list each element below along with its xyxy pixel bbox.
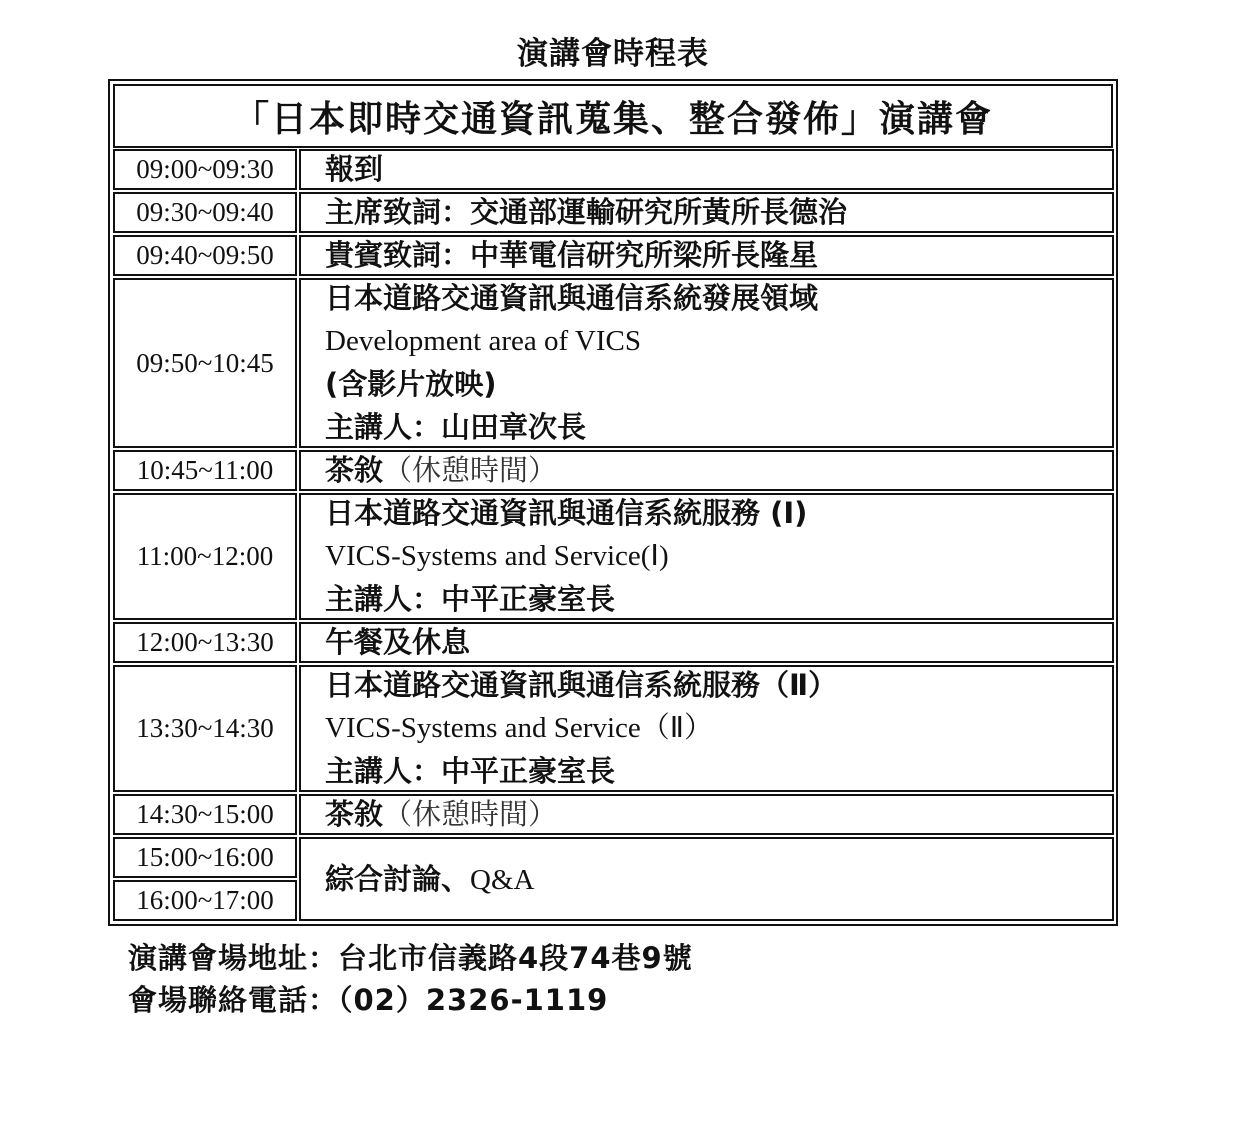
session-title: 茶敘 (325, 453, 384, 487)
session-cell (299, 665, 1114, 792)
time-cell: 12:00~13:30 (113, 622, 297, 663)
session-speaker: 主講人：中平正豪室長 (325, 582, 616, 616)
time-cell: 13:30~14:30 (113, 665, 297, 792)
session-title: 報到 (325, 152, 384, 186)
session-title: 貴賓致詞：中華電信研究所梁所長隆星 (325, 238, 819, 272)
time-cell: 09:00~09:30 (113, 149, 297, 190)
session-cell (299, 794, 1114, 835)
session-cell (299, 837, 1114, 921)
session-title-line (325, 793, 1112, 836)
session-note: （休憩時間） (383, 797, 558, 831)
session-english-title: VICS-Systems and Service（Ⅱ） (325, 712, 714, 744)
session-title: 午餐及休息 (325, 625, 471, 659)
session-cell (299, 149, 1114, 190)
page-title: 演講會時程表 (517, 36, 709, 72)
session-note: (含影片放映) (325, 367, 497, 401)
session-title: 日本道路交通資訊與通信系統服務（Ⅱ） (325, 668, 838, 702)
time-cell: 16:00~17:00 (113, 880, 297, 921)
session-note: （休憩時間） (383, 453, 558, 487)
session-cell (299, 278, 1114, 448)
time-cell: 09:40~09:50 (113, 235, 297, 276)
session-title: 綜合討論、 (325, 861, 471, 896)
event-title: 「日本即時交通資訊蒐集、整合發佈」演講會 (113, 84, 1113, 148)
session-english-title: VICS-Systems and Service(Ⅰ) (325, 540, 669, 572)
session-cell (299, 493, 1114, 620)
time-cell: 15:00~16:00 (113, 837, 297, 878)
session-cell (299, 622, 1114, 663)
session-speaker: 主講人：中平正豪室長 (325, 754, 616, 788)
venue-phone: 會場聯絡電話：（02）2326-1119 (128, 983, 609, 1017)
session-title: 日本道路交通資訊與通信系統服務 (Ⅰ) (325, 496, 808, 530)
session-cell (299, 192, 1114, 233)
session-cell (299, 450, 1114, 491)
time-cell: 09:50~10:45 (113, 278, 297, 448)
session-title-line (325, 449, 1112, 492)
session-title: 日本道路交通資訊與通信系統發展領域 (325, 281, 819, 315)
session-speaker: 主講人：山田章次長 (325, 410, 587, 444)
venue-address: 演講會場地址：台北市信義路4段74巷9號 (128, 941, 693, 975)
session-title: 主席致詞：交通部運輸研究所黃所長德治 (325, 195, 848, 229)
time-cell: 10:45~11:00 (113, 450, 297, 491)
session-cell (299, 235, 1114, 276)
session-english-title: Development area of VICS (325, 325, 641, 357)
time-cell: 11:00~12:00 (113, 493, 297, 620)
time-cell: 09:30~09:40 (113, 192, 297, 233)
session-title-english: Q&A (470, 863, 535, 896)
session-title: 茶敘 (325, 797, 384, 831)
time-cell: 14:30~15:00 (113, 794, 297, 835)
session-title-line (325, 858, 1112, 901)
